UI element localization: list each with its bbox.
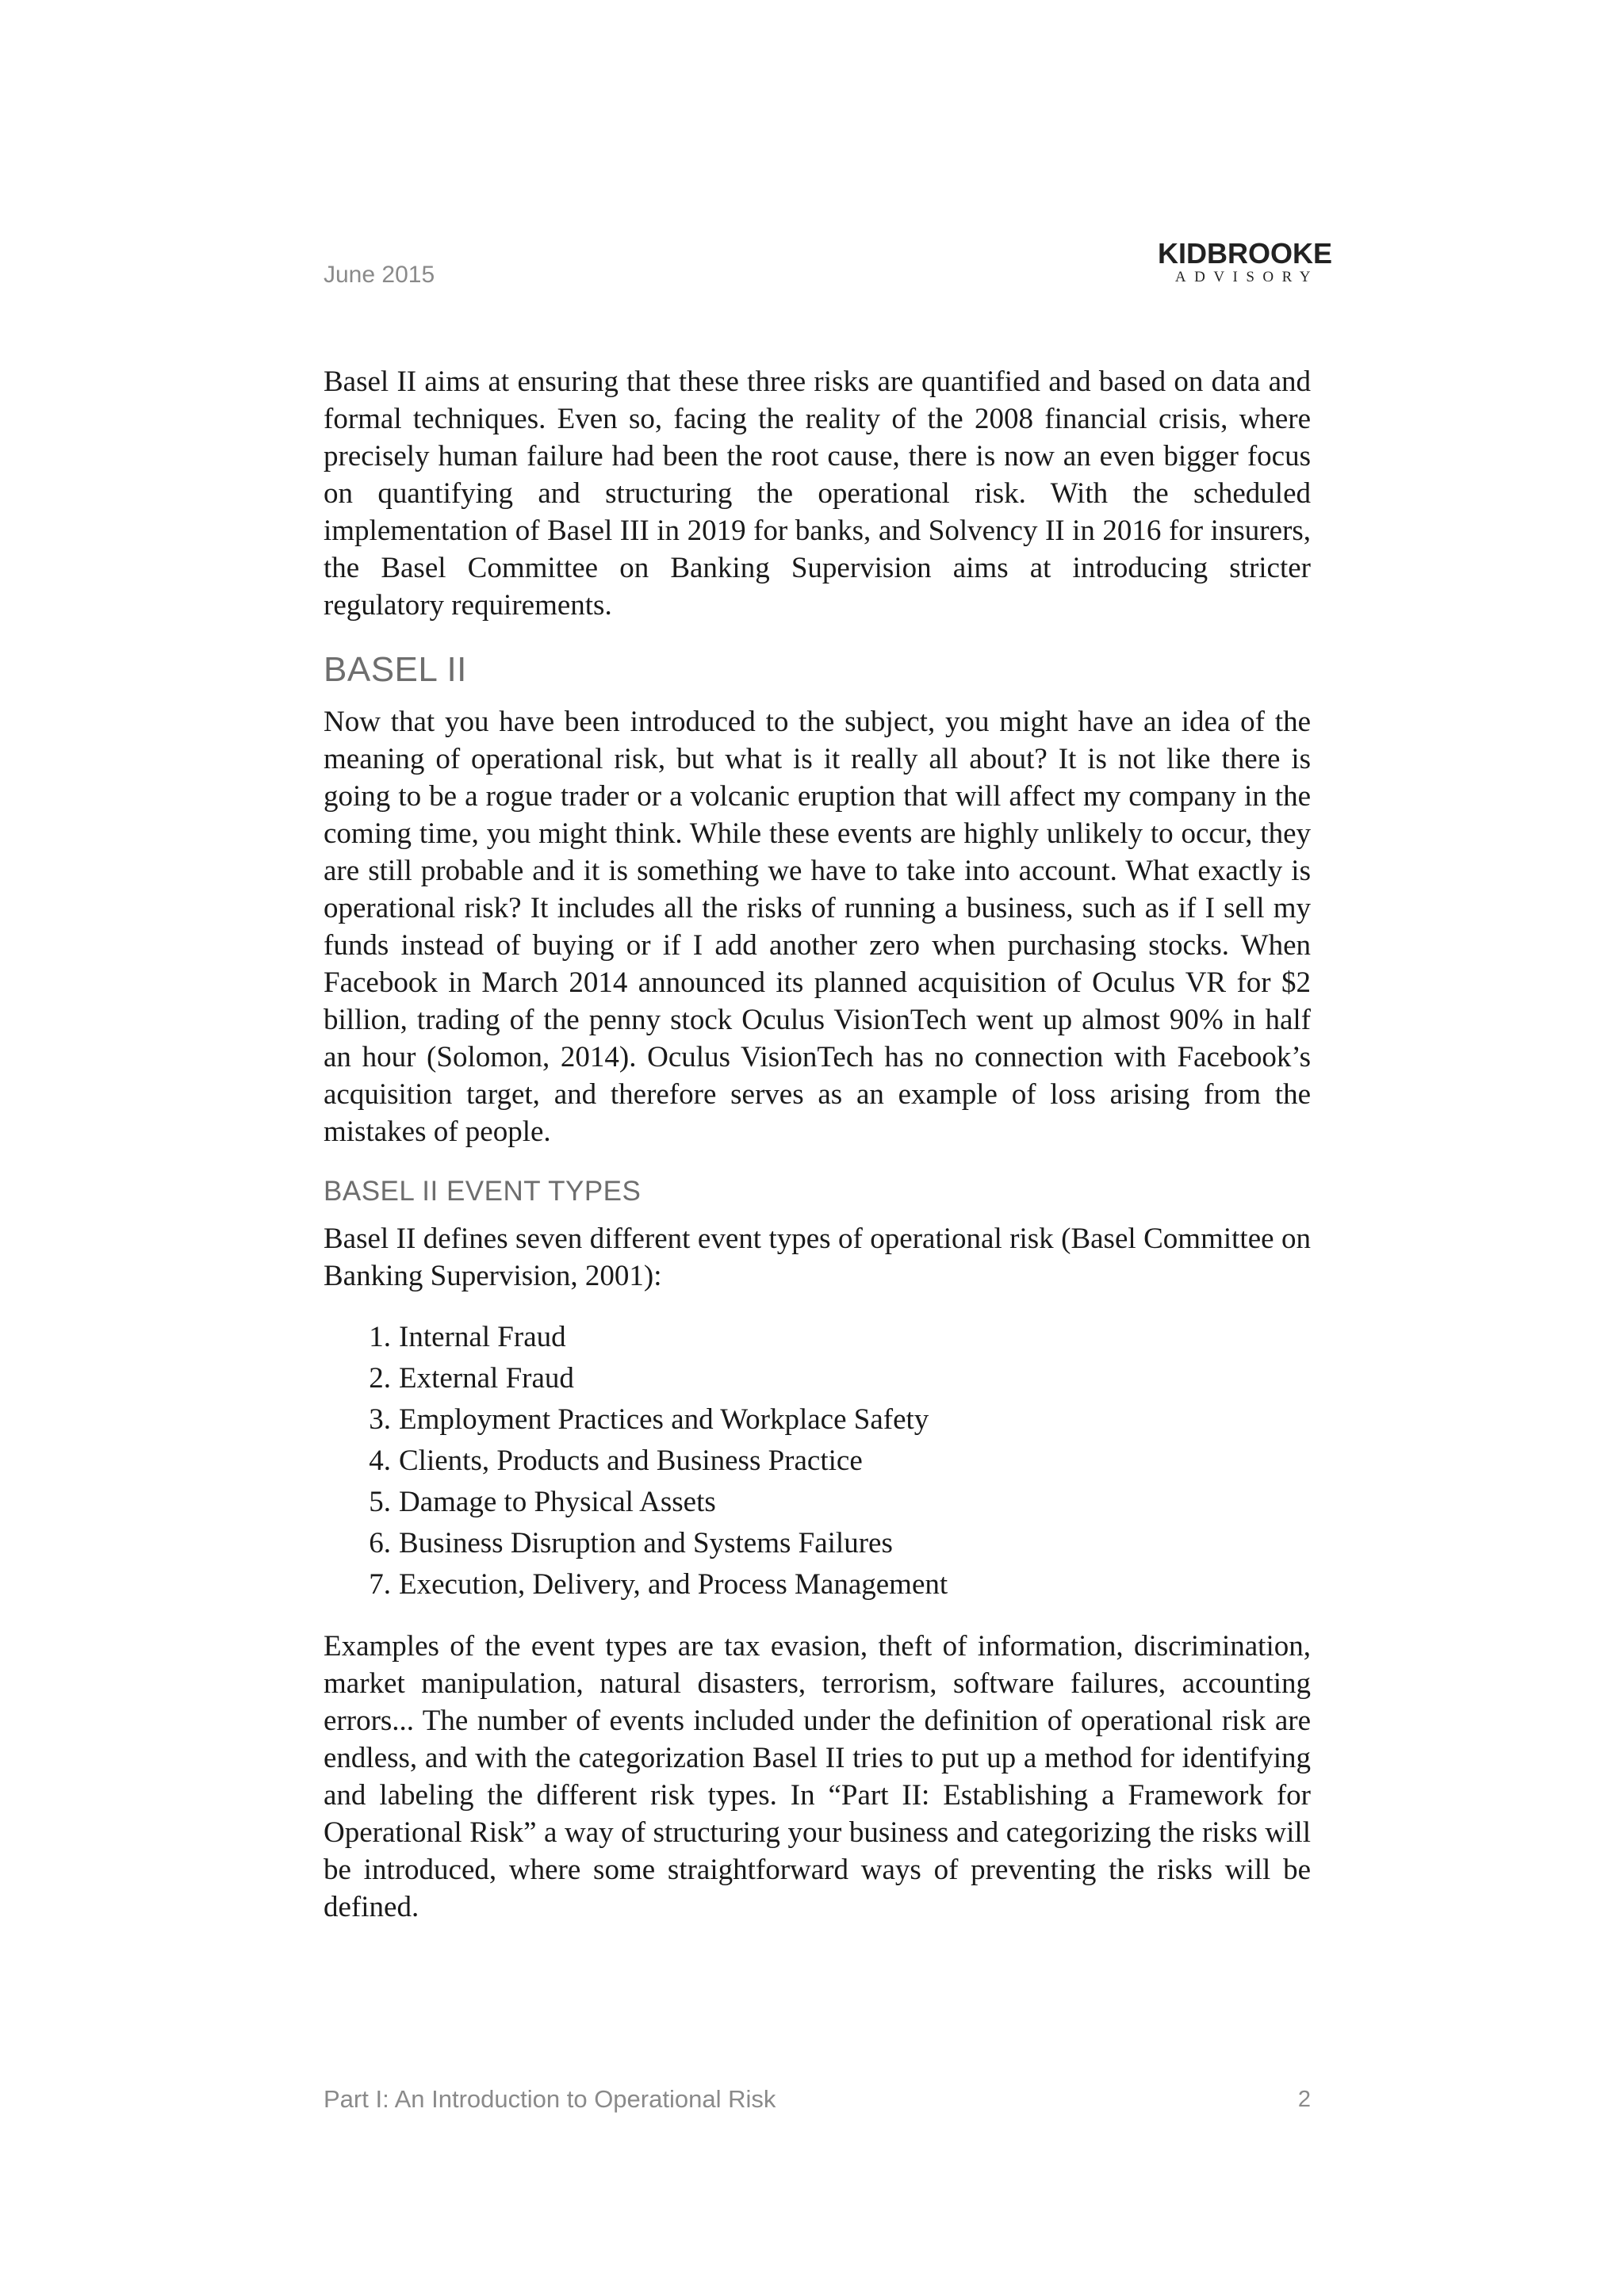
list-item xyxy=(324,1564,1311,1605)
list-item-number: 5. xyxy=(369,1486,391,1518)
list-item-number: 4. xyxy=(369,1445,391,1477)
list-item-number: 7. xyxy=(369,1568,391,1601)
list-item-label: Clients, Products and Business Practice xyxy=(399,1445,863,1477)
list-item-number: 1. xyxy=(369,1321,391,1353)
list-item-label: Execution, Delivery, and Process Management xyxy=(399,1568,948,1601)
list-item xyxy=(324,1523,1311,1564)
logo-wordmark: KIDBROOKE xyxy=(1158,237,1333,270)
list-item-label: Internal Fraud xyxy=(399,1321,566,1353)
main-content xyxy=(324,363,1311,1926)
list-item-number: 6. xyxy=(369,1527,391,1559)
list-item xyxy=(324,1358,1311,1399)
page-number: 2 xyxy=(1297,2087,1311,2112)
list-item xyxy=(324,1441,1311,1482)
section-title: BASEL II xyxy=(324,650,467,689)
closing-paragraph: Examples of the event types are tax evasion, theft of information, discrimination, market manipulation, natural disasters, terrorism, software failures, accounting errors... The number of events included under the definition of operational risk are endless, and with the categorization Basel II tries to put up a method for identifying and labeling the different risk types. In “Part II: Establishing a Framework for Operational Risk” a way of structuring your business and categorizing the risks will be introduced, where some straightforward ways of preventing the risks will be defined. xyxy=(324,1630,1311,1923)
subsection-paragraph: Basel II defines seven different event types of operational risk (Basel Committee on Banking Supervision, 2001): xyxy=(324,1223,1311,1292)
subsection-title: BASEL II EVENT TYPES xyxy=(324,1176,642,1207)
list-item-label: External Fraud xyxy=(399,1362,574,1395)
list-item-label: Damage to Physical Assets xyxy=(399,1486,716,1518)
list-item-label: Business Disruption and Systems Failures xyxy=(399,1527,893,1559)
list-item xyxy=(324,1317,1311,1358)
list-item xyxy=(324,1482,1311,1523)
footer-title: Part I: An Introduction to Operational Risk xyxy=(324,2085,776,2113)
header-date: June 2015 xyxy=(324,262,435,288)
list-item-label: Employment Practices and Workplace Safety xyxy=(399,1403,929,1436)
list-item-number: 3. xyxy=(369,1403,391,1436)
event-types-list xyxy=(324,1317,1311,1605)
intro-paragraph: Basel II aims at ensuring that these three risks are quantified and based on data and formal techniques. Even so, facing the reality of the 2008 financial crisis, where precisely human failure had been the root cause, there is now an even bigger focus on quantifying and structuring the operational risk. With the scheduled implementation of Basel III in 2019 for banks, and Solvency II in 2016 for insurers, the Basel Committee on Banking Supervision aims at introducing stricter regulatory requirements. xyxy=(324,365,1311,622)
list-item xyxy=(324,1399,1311,1441)
company-logo xyxy=(1158,237,1333,285)
logo-subtitle: ADVISORY xyxy=(1174,269,1319,285)
section-paragraph: Now that you have been introduced to the subject, you might have an idea of the meaning of operational risk, but what is it really all about? It is not like there is going to be a rogue trader or a volcanic eruption that will affect my company in the coming time, you might think. While these events are highly unlikely to occur, they are still probable and it is something we have to take into account. What exactly is operational risk? It includes all the risks of running a business, such as if I sell my funds instead of buying or if I add another zero when purchasing stocks. When Facebook in March 2014 announced its planned acquisition of Oculus VR for $2 billion, trading of the penny stock Oculus VisionTech went up almost 90% in half an hour (Solomon, 2014). Oculus VisionTech has no connection with Facebook’s acquisition target, and therefore serves as an example of loss arising from the mistakes of people. xyxy=(324,706,1311,1148)
list-item-number: 2. xyxy=(369,1362,391,1395)
